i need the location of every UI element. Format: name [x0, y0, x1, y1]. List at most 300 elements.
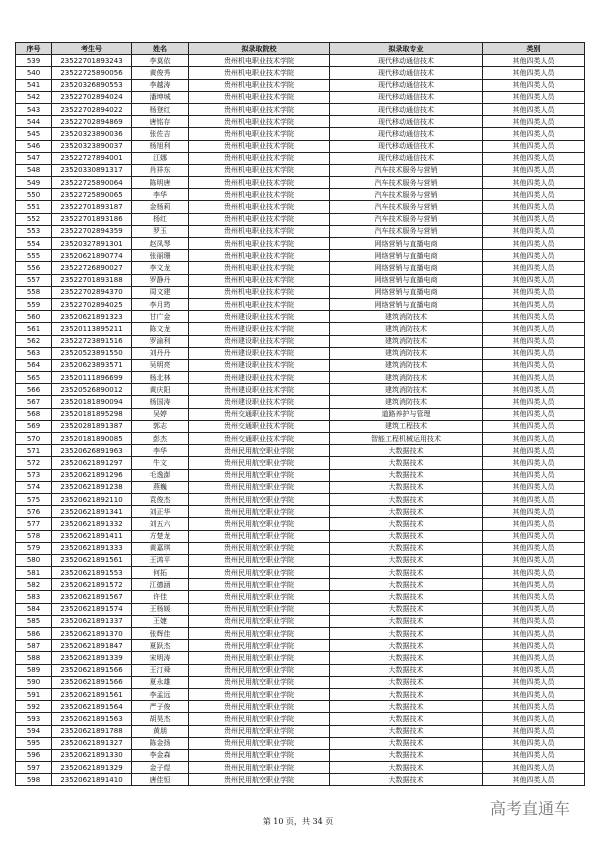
cell-category: 其他四类人员: [483, 384, 585, 396]
cell-school: 贵州民用航空职业学院: [189, 737, 330, 749]
table-row: [16, 445, 585, 457]
table-row: [16, 762, 585, 774]
cell-exam-id: 23522701893243: [52, 55, 132, 67]
cell-name: 严子俊: [132, 701, 189, 713]
cell-category: 其他四类人员: [483, 530, 585, 542]
cell-category: 其他四类人员: [483, 725, 585, 737]
cell-category: 其他四类人员: [483, 250, 585, 262]
cell-name: 罗玉: [132, 225, 189, 237]
cell-seq: 560: [16, 311, 52, 323]
cell-major: 网络营销与直播电商: [330, 262, 483, 274]
cell-category: 其他四类人员: [483, 140, 585, 152]
table-row: [16, 335, 585, 347]
cell-name: 郭志: [132, 420, 189, 432]
cell-major: 汽车技术服务与营销: [330, 164, 483, 176]
cell-school: 贵州民用航空职业学院: [189, 554, 330, 566]
cell-seq: 554: [16, 238, 52, 250]
cell-name: 黄朋: [132, 725, 189, 737]
cell-exam-id: 23520181890094: [52, 396, 132, 408]
cell-category: 其他四类人员: [483, 713, 585, 725]
cell-major: 大数据技术: [330, 530, 483, 542]
cell-exam-id: 23520621891337: [52, 615, 132, 627]
cell-category: 其他四类人员: [483, 774, 585, 786]
cell-category: 其他四类人员: [483, 433, 585, 445]
cell-exam-id: 23520621891563: [52, 713, 132, 725]
cell-exam-id: 23522726890027: [52, 262, 132, 274]
cell-seq: 568: [16, 408, 52, 420]
cell-exam-id: 23522702894024: [52, 91, 132, 103]
cell-major: 建筑消防技术: [330, 347, 483, 359]
table-row: [16, 554, 585, 566]
cell-seq: 541: [16, 79, 52, 91]
cell-exam-id: 23520626891963: [52, 445, 132, 457]
cell-seq: 547: [16, 152, 52, 164]
table-row: [16, 481, 585, 493]
cell-major: 大数据技术: [330, 542, 483, 554]
table-row: [16, 664, 585, 676]
cell-category: 其他四类人员: [483, 701, 585, 713]
cell-name: 燕巍: [132, 481, 189, 493]
cell-category: 其他四类人员: [483, 262, 585, 274]
cell-major: 现代移动通信技术: [330, 55, 483, 67]
cell-seq: 593: [16, 713, 52, 725]
cell-name: 唐佳恒: [132, 774, 189, 786]
cell-name: 罗渝利: [132, 335, 189, 347]
cell-school: 贵州机电职业技术学院: [189, 262, 330, 274]
table-row: [16, 238, 585, 250]
cell-name: 唐铭存: [132, 116, 189, 128]
cell-seq: 597: [16, 762, 52, 774]
table-body: [16, 55, 585, 786]
cell-name: 李华: [132, 189, 189, 201]
cell-seq: 586: [16, 628, 52, 640]
cell-major: 网络营销与直播电商: [330, 250, 483, 262]
cell-name: 彭杰: [132, 433, 189, 445]
cell-exam-id: 23520323890036: [52, 128, 132, 140]
table-row: [16, 177, 585, 189]
cell-name: 赵凤琴: [132, 238, 189, 250]
cell-category: 其他四类人员: [483, 652, 585, 664]
table-row: [16, 152, 585, 164]
cell-exam-id: 23520326890553: [52, 79, 132, 91]
cell-name: 陈明唐: [132, 177, 189, 189]
cell-seq: 567: [16, 396, 52, 408]
cell-exam-id: 23520621891327: [52, 737, 132, 749]
cell-seq: 548: [16, 164, 52, 176]
cell-name: 夏永雄: [132, 676, 189, 688]
cell-name: 李文龙: [132, 262, 189, 274]
cell-name: 李金森: [132, 749, 189, 761]
cell-major: 汽车技术服务与营销: [330, 201, 483, 213]
table-row: [16, 579, 585, 591]
cell-exam-id: 23520323890037: [52, 140, 132, 152]
admission-table: [15, 42, 585, 786]
cell-category: 其他四类人员: [483, 640, 585, 652]
cell-exam-id: 23520621890774: [52, 250, 132, 262]
table-row: [16, 688, 585, 700]
table-row: [16, 774, 585, 786]
cell-school: 贵州民用航空职业学院: [189, 762, 330, 774]
cell-category: 其他四类人员: [483, 688, 585, 700]
cell-exam-id: 23520621891296: [52, 469, 132, 481]
cell-name: 许佳: [132, 591, 189, 603]
cell-school: 贵州民用航空职业学院: [189, 469, 330, 481]
table-row: [16, 116, 585, 128]
cell-seq: 561: [16, 323, 52, 335]
table-row: [16, 749, 585, 761]
cell-major: 建筑消防技术: [330, 359, 483, 371]
cell-exam-id: 23520621891574: [52, 603, 132, 615]
cell-major: 建筑消防技术: [330, 372, 483, 384]
cell-seq: 590: [16, 676, 52, 688]
cell-name: 胡昊杰: [132, 713, 189, 725]
cell-seq: 571: [16, 445, 52, 457]
cell-school: 贵州民用航空职业学院: [189, 628, 330, 640]
cell-name: 肖祥东: [132, 164, 189, 176]
cell-exam-id: 23520621891561: [52, 688, 132, 700]
table-row: [16, 396, 585, 408]
cell-exam-id: 23520621891329: [52, 762, 132, 774]
cell-seq: 551: [16, 201, 52, 213]
cell-school: 贵州建设职业技术学院: [189, 384, 330, 396]
cell-major: 大数据技术: [330, 688, 483, 700]
cell-seq: 574: [16, 481, 52, 493]
cell-category: 其他四类人员: [483, 420, 585, 432]
cell-seq: 562: [16, 335, 52, 347]
cell-seq: 566: [16, 384, 52, 396]
cell-name: 吴婷: [132, 408, 189, 420]
cell-seq: 545: [16, 128, 52, 140]
cell-school: 贵州建设职业技术学院: [189, 311, 330, 323]
cell-exam-id: 23520111896699: [52, 372, 132, 384]
cell-name: 潘坤城: [132, 91, 189, 103]
cell-school: 贵州民用航空职业学院: [189, 676, 330, 688]
cell-seq: 584: [16, 603, 52, 615]
cell-school: 贵州民用航空职业学院: [189, 640, 330, 652]
table-row: [16, 250, 585, 262]
cell-category: 其他四类人员: [483, 189, 585, 201]
cell-school: 贵州建设职业技术学院: [189, 335, 330, 347]
cell-exam-id: 23522702894359: [52, 225, 132, 237]
cell-name: 陈金扬: [132, 737, 189, 749]
cell-school: 贵州民用航空职业学院: [189, 579, 330, 591]
table-row: [16, 323, 585, 335]
cell-seq: 552: [16, 213, 52, 225]
cell-category: 其他四类人员: [483, 445, 585, 457]
cell-exam-id: 23522701893186: [52, 213, 132, 225]
cell-name: 张辉佳: [132, 628, 189, 640]
cell-school: 贵州机电职业技术学院: [189, 67, 330, 79]
cell-category: 其他四类人员: [483, 469, 585, 481]
table-row: [16, 433, 585, 445]
cell-category: 其他四类人员: [483, 396, 585, 408]
cell-category: 其他四类人员: [483, 762, 585, 774]
cell-exam-id: 23520621891566: [52, 676, 132, 688]
cell-name: 金杨莉: [132, 201, 189, 213]
cell-seq: 556: [16, 262, 52, 274]
table-row: [16, 298, 585, 310]
cell-name: 杨红: [132, 213, 189, 225]
cell-school: 贵州机电职业技术学院: [189, 164, 330, 176]
table-row: [16, 384, 585, 396]
cell-exam-id: 23522701893187: [52, 201, 132, 213]
table-row: [16, 225, 585, 237]
cell-major: 大数据技术: [330, 506, 483, 518]
table-row: [16, 640, 585, 652]
cell-name: 张佐吉: [132, 128, 189, 140]
cell-school: 贵州民用航空职业学院: [189, 493, 330, 505]
cell-exam-id: 23520330891317: [52, 164, 132, 176]
table-row: [16, 713, 585, 725]
cell-name: 金子煜: [132, 762, 189, 774]
cell-category: 其他四类人员: [483, 457, 585, 469]
cell-exam-id: 23520621891332: [52, 518, 132, 530]
cell-seq: 591: [16, 688, 52, 700]
table-row: [16, 493, 585, 505]
cell-category: 其他四类人员: [483, 749, 585, 761]
cell-exam-id: 23520621891323: [52, 311, 132, 323]
header-row: [16, 43, 585, 55]
cell-school: 贵州机电职业技术学院: [189, 298, 330, 310]
cell-seq: 546: [16, 140, 52, 152]
cell-name: 王汀舜: [132, 664, 189, 676]
table-row: [16, 103, 585, 115]
table-row: [16, 676, 585, 688]
cell-major: 网络营销与直播电商: [330, 238, 483, 250]
cell-school: 贵州建设职业技术学院: [189, 372, 330, 384]
cell-school: 贵州建设职业技术学院: [189, 347, 330, 359]
table-row: [16, 591, 585, 603]
cell-major: 大数据技术: [330, 493, 483, 505]
table-row: [16, 164, 585, 176]
cell-seq: 544: [16, 116, 52, 128]
cell-school: 贵州民用航空职业学院: [189, 542, 330, 554]
table-row: [16, 372, 585, 384]
cell-name: 刘五六: [132, 518, 189, 530]
cell-exam-id: 23520621891238: [52, 481, 132, 493]
cell-seq: 581: [16, 567, 52, 579]
cell-name: 江德涵: [132, 579, 189, 591]
cell-exam-id: 23520621891370: [52, 628, 132, 640]
cell-school: 贵州民用航空职业学院: [189, 518, 330, 530]
header-category: 类别: [483, 43, 585, 55]
cell-category: 其他四类人员: [483, 286, 585, 298]
cell-seq: 563: [16, 347, 52, 359]
cell-exam-id: 23520621891572: [52, 579, 132, 591]
cell-school: 贵州民用航空职业学院: [189, 749, 330, 761]
cell-name: 杨北林: [132, 372, 189, 384]
table-row: [16, 518, 585, 530]
cell-school: 贵州机电职业技术学院: [189, 55, 330, 67]
cell-category: 其他四类人员: [483, 103, 585, 115]
table-row: [16, 189, 585, 201]
cell-seq: 596: [16, 749, 52, 761]
cell-exam-id: 23520621891553: [52, 567, 132, 579]
cell-major: 网络营销与直播电商: [330, 286, 483, 298]
cell-category: 其他四类人员: [483, 554, 585, 566]
cell-school: 贵州建设职业技术学院: [189, 396, 330, 408]
cell-major: 大数据技术: [330, 628, 483, 640]
table-row: [16, 91, 585, 103]
cell-seq: 576: [16, 506, 52, 518]
cell-school: 贵州机电职业技术学院: [189, 79, 330, 91]
cell-major: 大数据技术: [330, 676, 483, 688]
cell-major: 大数据技术: [330, 701, 483, 713]
cell-seq: 589: [16, 664, 52, 676]
cell-seq: 587: [16, 640, 52, 652]
cell-major: 汽车技术服务与营销: [330, 213, 483, 225]
cell-school: 贵州机电职业技术学院: [189, 250, 330, 262]
cell-major: 现代移动通信技术: [330, 152, 483, 164]
cell-school: 贵州民用航空职业学院: [189, 506, 330, 518]
cell-school: 贵州机电职业技术学院: [189, 140, 330, 152]
cell-exam-id: 23520181895298: [52, 408, 132, 420]
cell-major: 大数据技术: [330, 749, 483, 761]
cell-major: 智能工程机械运用技术: [330, 433, 483, 445]
cell-name: 毛逸澎: [132, 469, 189, 481]
cell-category: 其他四类人员: [483, 737, 585, 749]
cell-exam-id: 23520621891788: [52, 725, 132, 737]
cell-school: 贵州民用航空职业学院: [189, 603, 330, 615]
cell-major: 现代移动通信技术: [330, 103, 483, 115]
cell-exam-id: 23522701893188: [52, 274, 132, 286]
cell-school: 贵州建设职业技术学院: [189, 323, 330, 335]
table-row: [16, 420, 585, 432]
table-row: [16, 55, 585, 67]
cell-category: 其他四类人员: [483, 506, 585, 518]
cell-exam-id: 23520621891567: [52, 591, 132, 603]
cell-major: 汽车技术服务与营销: [330, 177, 483, 189]
cell-major: 汽车技术服务与营销: [330, 225, 483, 237]
cell-exam-id: 23520281891387: [52, 420, 132, 432]
cell-exam-id: 23520621891297: [52, 457, 132, 469]
table-row: [16, 67, 585, 79]
cell-category: 其他四类人员: [483, 116, 585, 128]
cell-exam-id: 23522727894001: [52, 152, 132, 164]
cell-seq: 558: [16, 286, 52, 298]
cell-school: 贵州民用航空职业学院: [189, 457, 330, 469]
cell-name: 方楚龙: [132, 530, 189, 542]
cell-name: 袁俊杰: [132, 493, 189, 505]
cell-school: 贵州机电职业技术学院: [189, 152, 330, 164]
cell-school: 贵州民用航空职业学院: [189, 725, 330, 737]
cell-major: 现代移动通信技术: [330, 79, 483, 91]
cell-name: 黄嘉琪: [132, 542, 189, 554]
cell-exam-id: 23522725890065: [52, 189, 132, 201]
cell-seq: 572: [16, 457, 52, 469]
cell-major: 大数据技术: [330, 664, 483, 676]
table-row: [16, 652, 585, 664]
cell-school: 贵州交通职业技术学院: [189, 433, 330, 445]
cell-exam-id: 23522702894869: [52, 116, 132, 128]
cell-seq: 569: [16, 420, 52, 432]
cell-exam-id: 23520621891566: [52, 664, 132, 676]
cell-category: 其他四类人员: [483, 177, 585, 189]
cell-exam-id: 23522702894370: [52, 286, 132, 298]
cell-major: 建筑消防技术: [330, 396, 483, 408]
cell-exam-id: 23522725890064: [52, 177, 132, 189]
cell-category: 其他四类人员: [483, 347, 585, 359]
cell-category: 其他四类人员: [483, 79, 585, 91]
cell-major: 建筑消防技术: [330, 323, 483, 335]
cell-school: 贵州民用航空职业学院: [189, 688, 330, 700]
cell-seq: 553: [16, 225, 52, 237]
header-major: 拟录取专业: [330, 43, 483, 55]
cell-seq: 588: [16, 652, 52, 664]
cell-seq: 549: [16, 177, 52, 189]
cell-school: 贵州民用航空职业学院: [189, 445, 330, 457]
cell-major: 建筑消防技术: [330, 311, 483, 323]
cell-category: 其他四类人员: [483, 335, 585, 347]
cell-category: 其他四类人员: [483, 603, 585, 615]
cell-school: 贵州民用航空职业学院: [189, 664, 330, 676]
cell-category: 其他四类人员: [483, 91, 585, 103]
cell-category: 其他四类人员: [483, 128, 585, 140]
cell-category: 其他四类人员: [483, 359, 585, 371]
cell-seq: 565: [16, 372, 52, 384]
cell-major: 大数据技术: [330, 652, 483, 664]
cell-name: 李孟远: [132, 688, 189, 700]
header-name: 姓名: [132, 43, 189, 55]
cell-exam-id: 23520623893571: [52, 359, 132, 371]
table-row: [16, 408, 585, 420]
table-header: [16, 43, 585, 55]
table-row: [16, 567, 585, 579]
cell-name: 王杨媛: [132, 603, 189, 615]
cell-exam-id: 23522725890056: [52, 67, 132, 79]
cell-name: 刘正华: [132, 506, 189, 518]
cell-seq: 540: [16, 67, 52, 79]
table-row: [16, 457, 585, 469]
cell-category: 其他四类人员: [483, 676, 585, 688]
cell-major: 大数据技术: [330, 615, 483, 627]
cell-seq: 579: [16, 542, 52, 554]
cell-major: 建筑工程技术: [330, 420, 483, 432]
cell-school: 贵州机电职业技术学院: [189, 238, 330, 250]
cell-category: 其他四类人员: [483, 372, 585, 384]
cell-name: 李莫依: [132, 55, 189, 67]
cell-name: 杨国涛: [132, 396, 189, 408]
cell-major: 大数据技术: [330, 579, 483, 591]
cell-category: 其他四类人员: [483, 481, 585, 493]
cell-seq: 557: [16, 274, 52, 286]
table-row: [16, 311, 585, 323]
cell-major: 建筑消防技术: [330, 335, 483, 347]
cell-exam-id: 23520327891301: [52, 238, 132, 250]
cell-school: 贵州机电职业技术学院: [189, 274, 330, 286]
table-row: [16, 359, 585, 371]
cell-major: 大数据技术: [330, 725, 483, 737]
cell-school: 贵州机电职业技术学院: [189, 116, 330, 128]
cell-exam-id: 23522723891516: [52, 335, 132, 347]
cell-name: 黄俊秀: [132, 67, 189, 79]
cell-major: 大数据技术: [330, 518, 483, 530]
cell-exam-id: 23520621891411: [52, 530, 132, 542]
table-row: [16, 140, 585, 152]
cell-school: 贵州民用航空职业学院: [189, 481, 330, 493]
cell-exam-id: 23522702894022: [52, 103, 132, 115]
cell-school: 贵州民用航空职业学院: [189, 591, 330, 603]
cell-exam-id: 23520621891339: [52, 652, 132, 664]
cell-school: 贵州民用航空职业学院: [189, 530, 330, 542]
cell-exam-id: 23520523891550: [52, 347, 132, 359]
cell-seq: 543: [16, 103, 52, 115]
cell-category: 其他四类人员: [483, 542, 585, 554]
cell-category: 其他四类人员: [483, 567, 585, 579]
cell-major: 大数据技术: [330, 603, 483, 615]
cell-seq: 564: [16, 359, 52, 371]
cell-name: 李月筠: [132, 298, 189, 310]
